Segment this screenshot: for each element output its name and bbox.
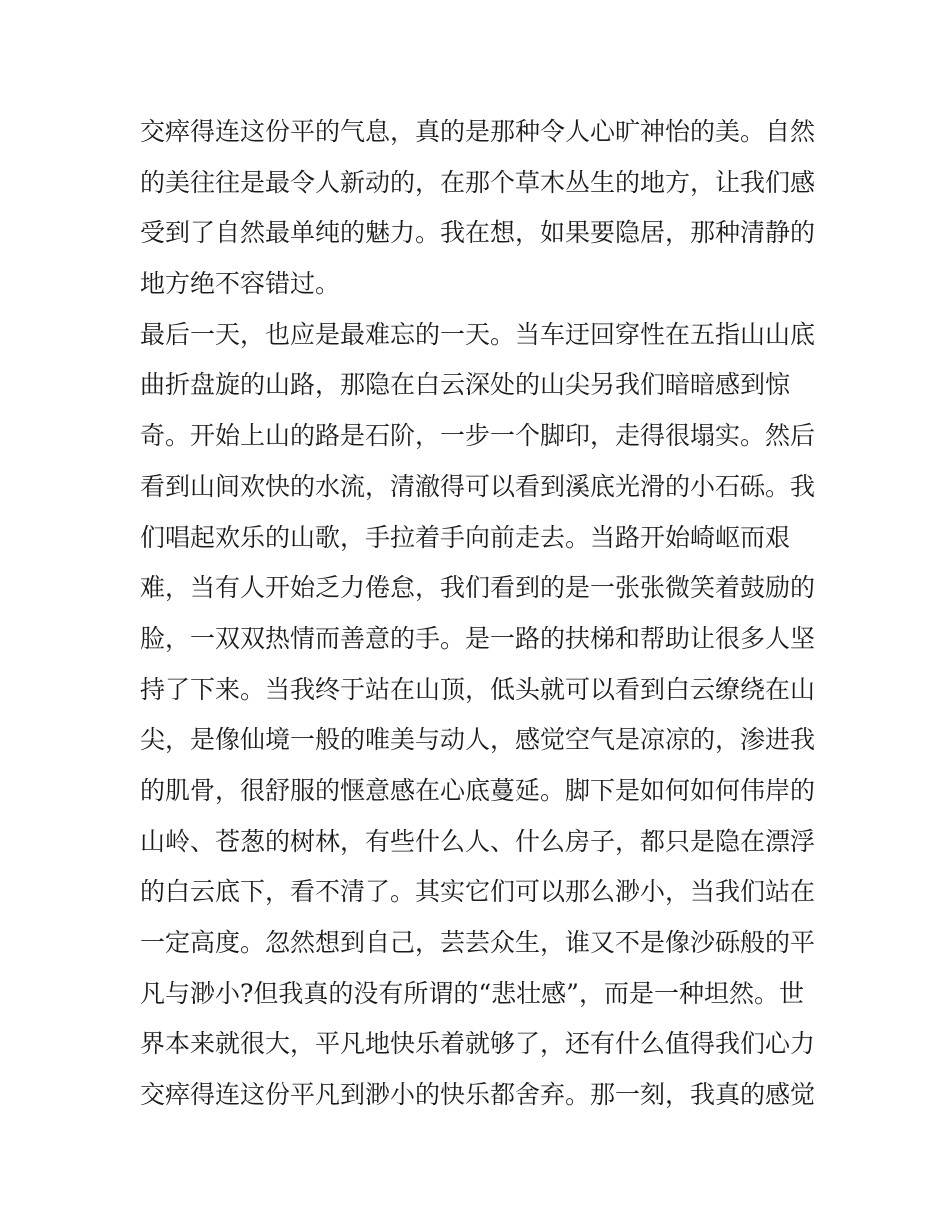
text-line: 的肌骨，很舒服的惬意感在心底蔓延。脚下是如何如何伟岸的 bbox=[140, 775, 816, 805]
text-line: 受到了自然最单纯的魅力。我在想，如果要隐居，那种清静的 bbox=[140, 218, 816, 248]
text-line: 交瘁得连这份平的气息，真的是那种令人心旷神怡的美。自然 bbox=[140, 117, 816, 146]
text-line: 一定高度。忽然想到自己，芸芸众生，谁又不是像沙砾般的平 bbox=[140, 928, 816, 957]
text-line: 们唱起欢乐的山歌，手拉着手向前走去。当路开始崎岖而艰 bbox=[140, 522, 791, 552]
text-line: 山岭、苍葱的树林，有些什么人、什么房子，都只是隐在漂浮 bbox=[140, 826, 816, 856]
text-line: 脸，一双双热情而善意的手。是一路的扶梯和帮助让很多人坚 bbox=[140, 623, 816, 653]
text-line: 尖，是像仙境一般的唯美与动人，感觉空气是凉凉的，渗进我 bbox=[140, 725, 816, 755]
text-line: 界本来就很大，平凡地快乐着就够了，还有什么值得我们心力 bbox=[140, 1029, 816, 1059]
text-line: 奇。开始上山的路是石阶，一步一个脚印，走得很塌实。然后 bbox=[140, 421, 816, 451]
text-line: 看到山间欢快的水流，清澈得可以看到溪底光滑的小石砾。我 bbox=[140, 471, 816, 501]
text-line: 交瘁得连这份平凡到渺小的快乐都舍弃。那一刻，我真的感觉 bbox=[140, 1080, 816, 1110]
text-line: 的美往往是最令人新动的，在那个草木丛生的地方，让我们感 bbox=[140, 167, 816, 197]
text-line: 的白云底下，看不清了。其实它们可以那么渺小，当我们站在 bbox=[140, 877, 816, 907]
text-line: 难，当有人开始乏力倦怠，我们看到的是一张张微笑着鼓励的 bbox=[140, 573, 816, 603]
text-line: 持了下来。当我终于站在山顶，低头就可以看到白云缭绕在山 bbox=[140, 674, 816, 704]
text-line: 地方绝不容错过。 bbox=[140, 269, 341, 299]
text-line: 凡与渺小?但我真的没有所谓的“悲壮感”，而是一种坦然。世 bbox=[140, 978, 804, 1008]
text-line: 最后一天，也应是最难忘的一天。当车迂回穿性在五指山山底 bbox=[140, 319, 816, 349]
text-line: 曲折盘旋的山路，那隐在白云深处的山尖另我们暗暗感到惊 bbox=[140, 370, 791, 400]
document-body bbox=[140, 107, 820, 1121]
